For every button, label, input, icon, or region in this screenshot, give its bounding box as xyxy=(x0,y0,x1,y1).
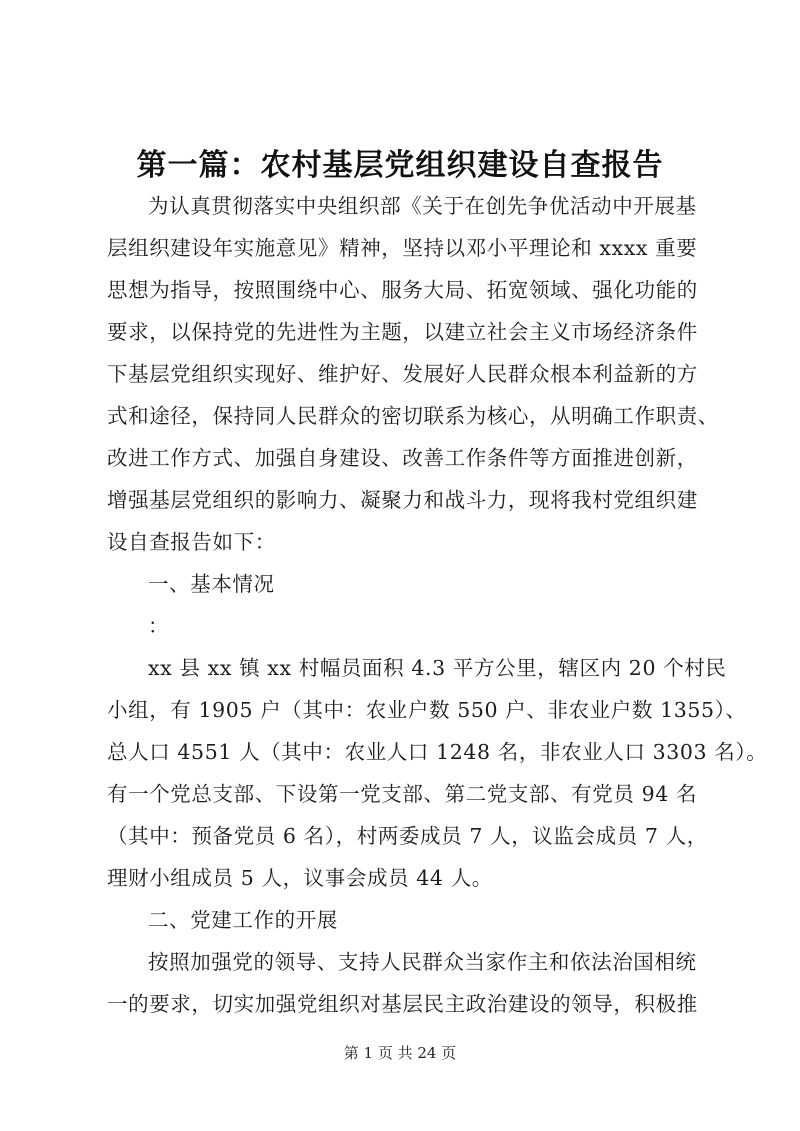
body-line: （其中：预备党员 6 名），村两委成员 7 人，议监会成员 7 人， xyxy=(107,824,708,848)
page-number: 第 1 页 共 24 页 xyxy=(343,1044,457,1062)
body-line: 总人口 4551 人（其中：农业人口 1248 名，非农业人口 3303 名）。 xyxy=(107,740,768,764)
body-line: 理财小组成员 5 人，议事会成员 44 人。 xyxy=(107,866,493,890)
body-line: 式和途径，保持同人民群众的密切联系为核心，从明确工作职责、 xyxy=(107,404,719,428)
body-line: ： xyxy=(148,614,170,638)
body-line: 设自查报告如下： xyxy=(107,530,276,554)
body-line: 按照加强党的领导、支持人民群众当家作主和依法治国相统 xyxy=(148,950,697,974)
body-line: 为认真贯彻落实中央组织部《关于在创先争优活动中开展基 xyxy=(148,194,697,218)
body-line: 小组，有 1905 户（其中：农业户数 550 户、非农业户数 1355）、 xyxy=(107,698,747,722)
body-line: 下基层党组织实现好、维护好、发展好人民群众根本利益新的方 xyxy=(107,362,698,386)
body-line: 思想为指导，按照围绕中心、服务大局、拓宽领域、强化功能的 xyxy=(107,278,698,302)
body-line: 有一个党总支部、下设第一党支部、第二党支部、有党员 94 名 xyxy=(107,782,698,806)
body-line: 一的要求，切实加强党组织对基层民主政治建设的领导，积极推 xyxy=(107,992,698,1016)
section-heading: 二、党建工作的开展 xyxy=(148,908,338,932)
body-line: 要求，以保持党的先进性为主题，以建立社会主义市场经济条件 xyxy=(107,320,698,344)
body-line: 层组织建设年实施意见》精神，坚持以邓小平理论和 xxxx 重要 xyxy=(107,236,698,260)
section-heading: 一、基本情况 xyxy=(148,572,275,596)
body-line: 增强基层党组织的影响力、凝聚力和战斗力，现将我村党组织建 xyxy=(107,488,698,512)
document-title: 第一篇：农村基层党组织建设自查报告 xyxy=(136,148,664,183)
body-line: xx 县 xx 镇 xx 村幅员面积 4.3 平方公里，辖区内 20 个村民 xyxy=(148,656,727,680)
body-line: 改进工作方式、加强自身建设、改善工作条件等方面推进创新， xyxy=(107,446,698,470)
